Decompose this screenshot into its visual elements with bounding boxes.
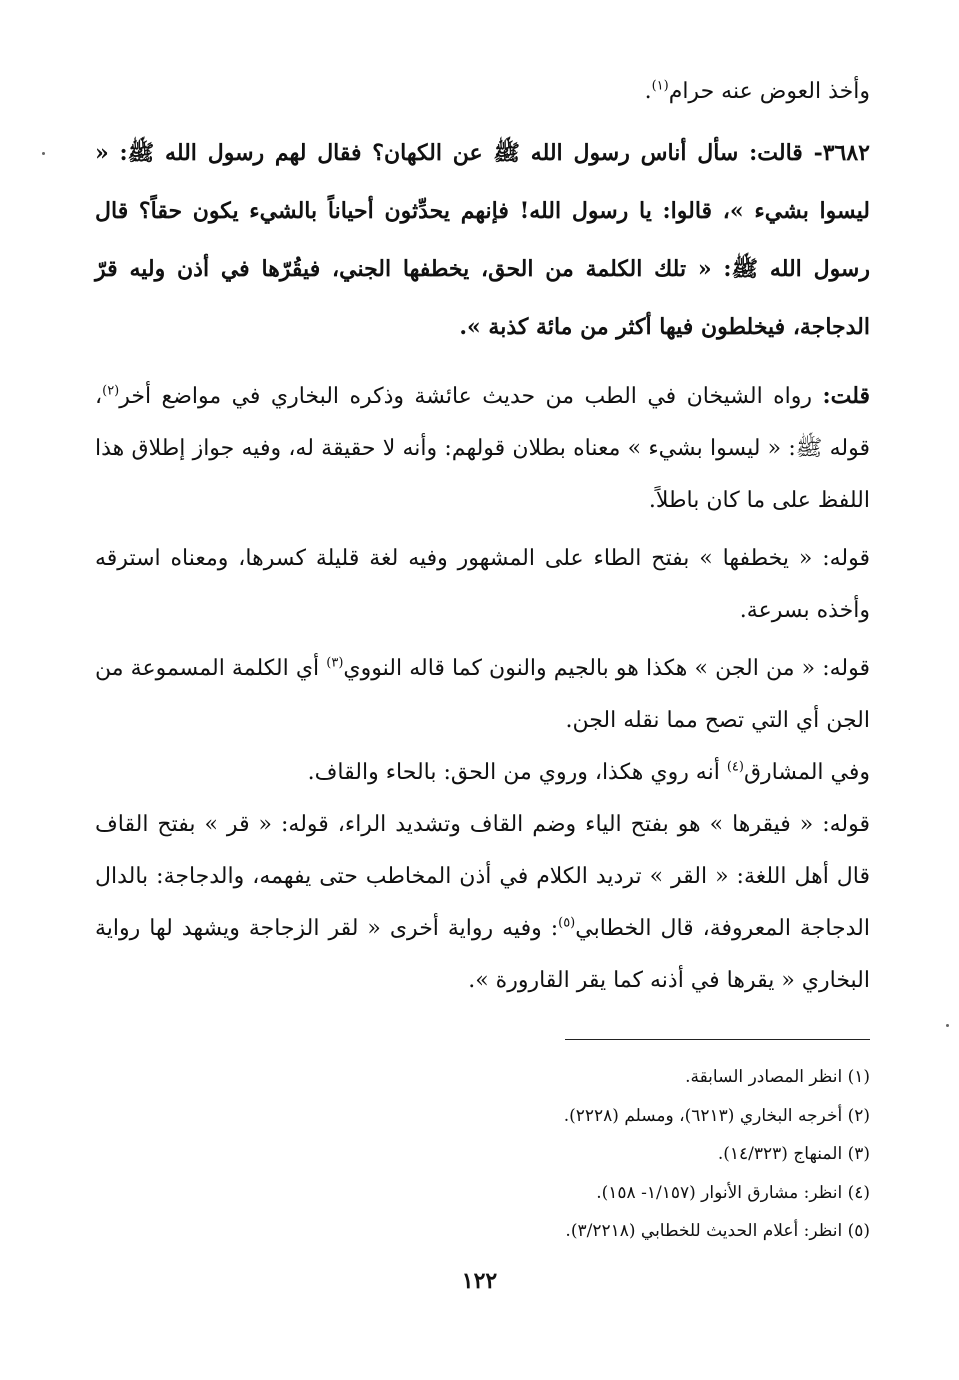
footnote-1: (١) انظر المصادر السابقة. [685,1067,870,1087]
scan-speck [946,1024,949,1027]
footnotes [300,1058,870,1251]
paragraph-5 [95,747,870,799]
footnote-5: (٥) انظر: أعلام الحديث للخطابي (٣/٢٢١٨). [565,1221,870,1241]
paragraph-1-end: . [644,79,652,104]
paragraph-4-text-b: أي الكلمة المسموعة من الجن أي التي تصح مما نقله الجن. [95,656,870,733]
hadith-text: ٣٦٨٢- قالت: سأل أناس رسول الله ﷺ عن الكهان؟ فقال لهم رسول الله ﷺ: « ليسوا بشيء »، قالوا: يا رسول الله! فإنهم يحدِّثون أحياناً بالشيء يكون حقاً؟ قال رسول الله ﷺ: « تلك الكلمة من الحق، يخطفها الجني، فيقُرّها في أذن وليه قرّ الدجاجة، فيخلطون فيها أكثر من مائة كذبة ». [95,140,870,340]
footnote-4: (٤) انظر: مشارق الأنوار (١/١٥٧- ١٥٨). [596,1182,870,1203]
paragraph-2-text-b: ، قوله ﷺ: « ليسوا بشيء » معناه بطلان قولهم: وأنه لا حقيقة له، وفيه جواز إطلاق هذا اللفظ على ما كان باطلاً. [95,384,870,513]
page-number: ١٢٢ [461,1268,498,1294]
paragraph-6-text-a: قوله: « فيقرها » هو بفتح الياء وضم القاف وتشديد الراء، قوله: « قر » بفتح القاف قال أهل اللغة: « القر » ترديد الكلام في أذن المخاطب حتى يفهمه، والدجاجة: بالدال الدجاجة المعروفة، قال الخطابي [95,812,870,941]
paragraph-5-text-a: وفي المشارق [743,760,870,785]
paragraph-2-text-a: رواه الشيخان في الطب من حديث عائشة وذكره البخاري في مواضع أخر [119,384,823,409]
main-text [95,66,870,1007]
paragraph-1 [95,66,870,118]
footnote-ref-4: (٤) [726,759,744,775]
paragraph-4-text-a: قوله: « من الجن » هكذا هو بالجيم والنون كما قاله النووي [343,656,871,681]
qultu-label: قلت: [822,383,870,409]
paragraph-6-text-b: : وفيه رواية أخرى « لقر الزجاجة ويشهد لها رواية البخاري « يقرها في أذنه كما يقر القارورة ». [95,916,870,993]
footnote-ref-1: (١) [651,78,669,94]
footnote-separator [565,1039,870,1040]
footnote-ref-5: (٥) [558,915,576,931]
paragraph-1-text: وأخذ العوض عنه حرام [668,79,870,104]
footnote-ref-2: (٢) [102,383,120,399]
paragraph-5-text-b: أنه روي هكذا، وروي من الحق: بالحاء والقاف. [307,760,727,785]
paragraph-2 [95,370,870,527]
footnote-ref-3: (٣) [326,655,344,671]
scan-speck [42,152,45,155]
paragraph-3: قوله: « يخطفها » بفتح الطاء على المشهور وفيه لغة قليلة كسرها، ومعناه استرقه وأخذه بسرعة. [95,546,870,623]
footnote-2: (٢) أخرجه البخاري (٦٢١٣)، ومسلم (٢٢٢٨). [563,1105,870,1126]
paragraph-6 [95,799,870,1007]
paragraph-4 [95,643,870,747]
footnote-3: (٣) المنهاج (١٤/٣٢٣). [717,1144,870,1164]
